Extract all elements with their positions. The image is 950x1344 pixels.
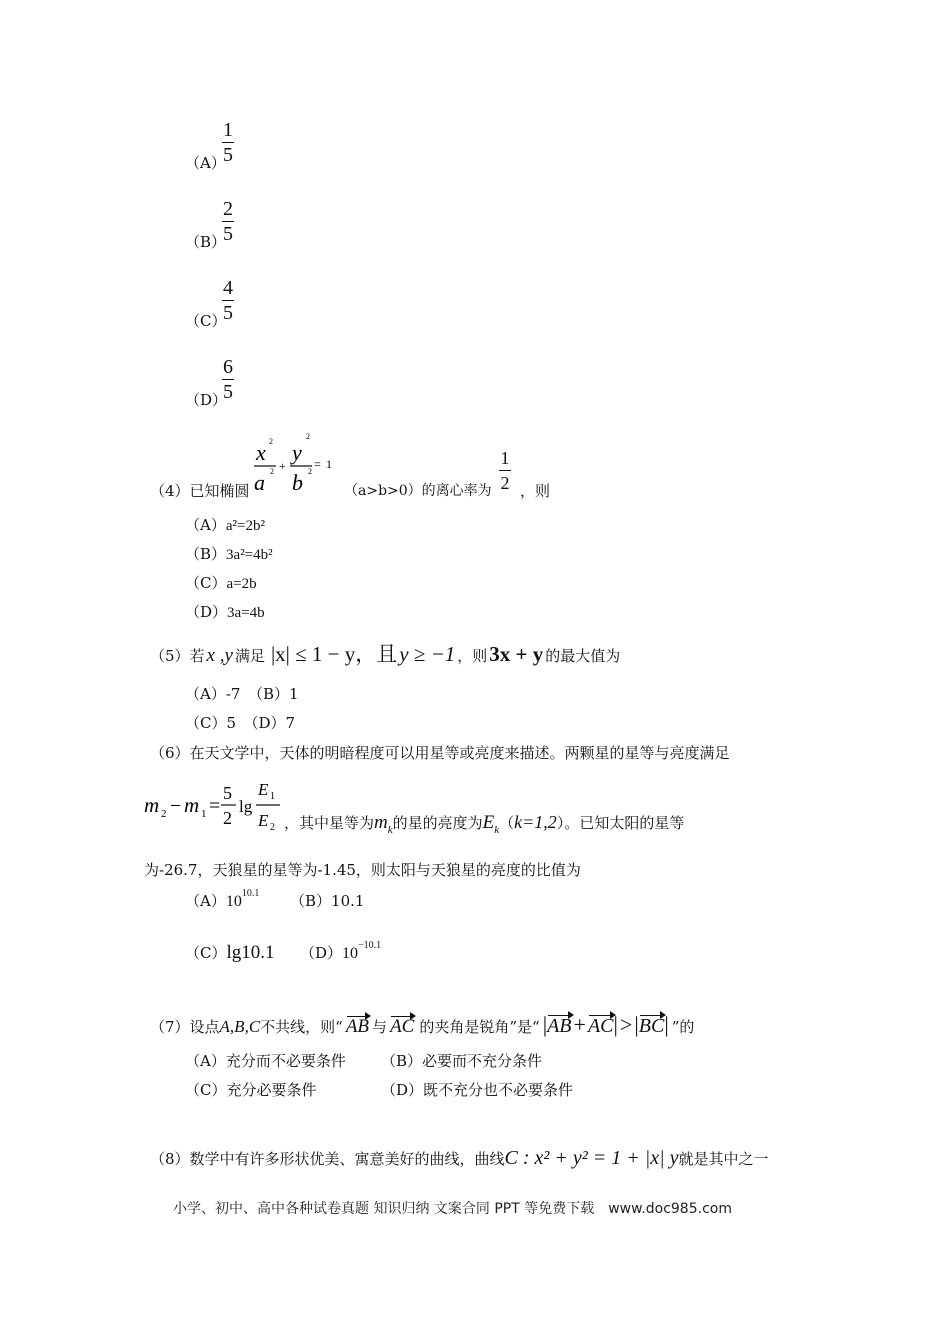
symbol-mk: $m_k$ [374, 812, 393, 836]
svg-text:1: 1 [326, 457, 332, 471]
numerator: 2 [223, 198, 233, 220]
svg-text:2: 2 [270, 822, 275, 833]
q6-option-b: （B）10.1 [290, 892, 365, 910]
q4-option-b: （B）3a²=4b² [185, 545, 273, 563]
svg-text:E: E [258, 780, 269, 799]
svg-text:=: = [314, 457, 321, 471]
numerator: 6 [223, 356, 233, 378]
q7-stem: （7）设点 A,B,C 不共线，则“ AB 与 AC 的夹角是锐角”是“ | AB + AC | > | BC | ”的 [150, 1012, 695, 1037]
svg-text:x: x [256, 440, 266, 465]
numerator: 1 [500, 448, 510, 468]
q7-option-c: （C）充分必要条件 [185, 1081, 317, 1099]
denominator: 2 [500, 473, 510, 493]
q4-option-c: （C）a=2b [185, 574, 257, 592]
q6-line-2: ，其中星等为 $m_k$ 的星的亮度为 $E_k$ （ k=1,2 ）。已知太阳的星等 [284, 812, 685, 836]
q5-options-row-2: （C）5 （D）7 [185, 714, 296, 732]
option-label: （D） [185, 391, 228, 409]
q4-condition: （a>b>0）的离心率为 [344, 483, 492, 499]
denominator: 5 [223, 144, 233, 166]
symbol-ek: $E_k$ [482, 812, 500, 836]
svg-text:m: m [184, 793, 200, 817]
curve-equation: C : x² + y² = 1 + |x| y [504, 1147, 679, 1169]
numerator: 1 [223, 119, 233, 141]
fraction [222, 120, 234, 165]
q5-options-row-1: （A）-7 （B）1 [185, 685, 299, 703]
q4-option-a: （A）a²=2b² [185, 516, 265, 534]
denominator: 5 [223, 381, 233, 403]
svg-text:5: 5 [223, 783, 232, 803]
option-label: （C） [185, 312, 227, 330]
svg-text:2: 2 [161, 808, 167, 820]
svg-text:b: b [292, 470, 303, 495]
svg-text:a: a [254, 470, 265, 495]
q7-option-b: （B）必要而不充分条件 [381, 1052, 543, 1070]
objective: 3x + y [489, 642, 544, 666]
q8-stem: （8）数学中有许多形状优美、寓意美好的曲线，曲线 C : x² + y² = 1 + |x| y 就是其中之一 [150, 1147, 769, 1169]
q6-option-d: $(D)10^{-10.1}$ [300, 940, 382, 962]
denominator: 5 [223, 223, 233, 245]
option-label: （B） [185, 233, 227, 251]
svg-text:+: + [279, 459, 286, 473]
q5-stem: （5）若 x ,y 满足 |x| ≤ 1 − y，且 y ≥ −1 ，则 3x + y 的最大值为 [150, 638, 620, 668]
points: A,B,C [219, 1017, 261, 1036]
svg-text:lg: lg [239, 797, 253, 816]
svg-text:2: 2 [308, 467, 312, 476]
svg-text:2: 2 [270, 467, 274, 476]
vector-ac: AC [390, 1016, 415, 1037]
q4-suffix: ，则 [520, 482, 551, 500]
q6-line-1: （6）在天文学中，天体的明暗程度可以用星等或亮度来描述。两颗星的星等与亮度满足 [150, 744, 730, 762]
denominator: 5 [223, 302, 233, 324]
constraint-1: |x| ≤ 1 − y，且 [270, 642, 398, 666]
constraint-2: y ≥ −1 [399, 642, 456, 666]
svg-text:1: 1 [201, 808, 207, 820]
footer-banner: 小学、初中、高中各种试卷真题 知识归纳 文案合同 PPT 等免费下载 www.doc985.com [173, 1201, 732, 1217]
svg-text:1: 1 [270, 791, 275, 802]
q7-option-d: （D）既不充分也不必要条件 [381, 1081, 574, 1099]
q4-prefix: （4）已知椭圆 [150, 482, 250, 500]
svg-text:m: m [144, 793, 160, 817]
variables: x ,y [206, 645, 233, 666]
svg-text:E: E [258, 811, 269, 830]
svg-text:−: − [170, 795, 182, 817]
q6-option-c: （C）lg10.1 [185, 942, 275, 963]
fraction-one-half [499, 448, 511, 493]
svg-text:y: y [292, 440, 302, 465]
fraction [222, 357, 234, 402]
fraction [222, 278, 234, 323]
numerator: 4 [223, 277, 233, 299]
fraction [222, 199, 234, 244]
q6-option-a: $(A)10^{10.1}$ [185, 888, 260, 910]
q7-option-a: （A）充分而不必要条件 [185, 1052, 346, 1070]
option-label: （A） [185, 154, 226, 172]
q4-option-d: （D）3a=4b [185, 603, 265, 621]
vector-inequality: | AB + AC | > | BC | [542, 1012, 669, 1037]
svg-text:2: 2 [306, 432, 310, 441]
vector-ab: AB [345, 1016, 370, 1037]
svg-text:=: = [209, 795, 221, 817]
magnitude-formula [142, 775, 284, 835]
q6-line-3: 为-26.7，天狼星的星等为-1.45，则太阳与天狼星的亮度的比值为 [144, 861, 581, 879]
svg-text:2: 2 [269, 437, 273, 446]
svg-text:2: 2 [223, 808, 232, 828]
ellipse-equation [250, 430, 345, 500]
